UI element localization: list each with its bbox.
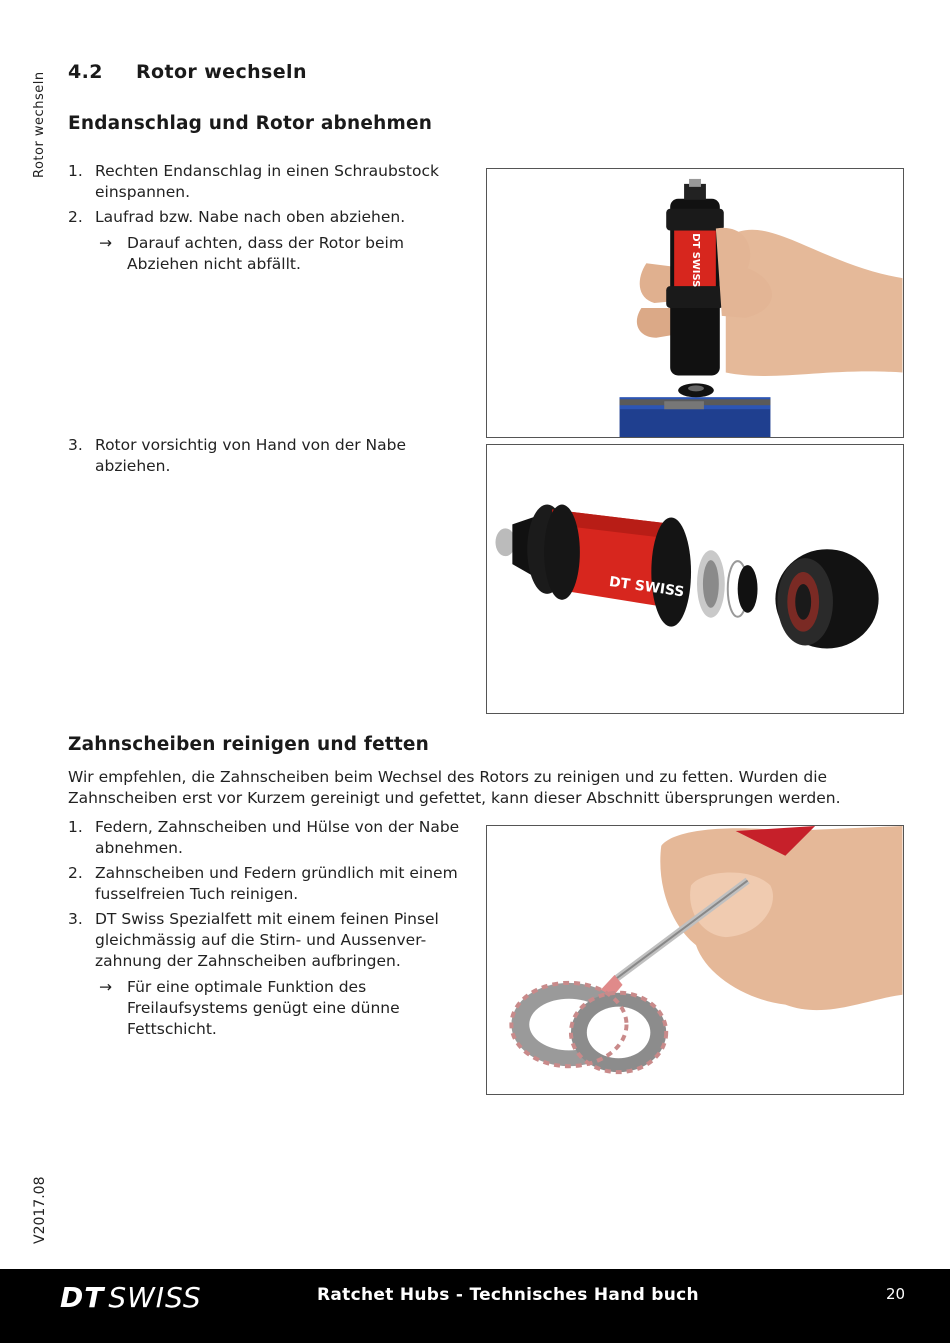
steps-remove-list (68, 161, 476, 279)
step-item (68, 817, 468, 859)
step-number: 2. (68, 864, 83, 882)
step-item (68, 435, 448, 477)
step-number: 1. (68, 162, 83, 180)
arrow-right-icon: → (99, 978, 112, 996)
steps-remove-list-2 (68, 435, 448, 481)
photo-hub-vise (486, 168, 904, 438)
heading-remove-rotor: Endanschlag und Rotor abnehmen (68, 113, 433, 134)
dt-swiss-logo (60, 1281, 202, 1314)
step-text: Rotor vorsichtig von Hand von der Nabe abziehen. (95, 436, 407, 475)
footer-title: Ratchet Hubs - Technisches Hand buch (317, 1285, 699, 1305)
logo-dt: DT (60, 1281, 105, 1314)
step-text: Zahnscheiben und Federn gründlich mit einem fusselfreien Tuch reinigen. (95, 864, 458, 903)
section-title (68, 61, 307, 83)
step-item (68, 863, 468, 905)
version-label: V2017.08 (32, 1176, 48, 1244)
intro-paragraph: Wir empfehlen, die Zahnscheiben beim Wechsel des Rotors zu reinigen und zu fetten. Wurden die Zahnscheiben erst vor Kurzem gereinigt und gefettet, kann dieser Abschnitt übersprungen werden. (68, 768, 841, 807)
step-number: 3. (68, 910, 83, 928)
step-text: Rechten Endanschlag in einen Schraubstock einspannen. (95, 162, 439, 201)
photo-ratchet-grease (486, 825, 904, 1095)
note-text: Darauf achten, dass der Rotor beim Abziehen nicht abfällt. (127, 234, 404, 273)
step-item (68, 909, 468, 1040)
step-number: 1. (68, 818, 83, 836)
ratchet-grease-illustration (487, 826, 903, 1094)
section-title-text: Rotor wechseln (136, 61, 307, 83)
hub-print-label: DT SWISS (690, 233, 702, 288)
arrow-right-icon: → (99, 234, 112, 252)
page-number: 20 (886, 1285, 906, 1303)
heading-clean-ratchets: Zahnscheiben reinigen und fetten (68, 734, 430, 755)
hub-vise-illustration (487, 169, 903, 437)
step-number: 2. (68, 208, 83, 226)
step-note (95, 233, 476, 275)
logo-swiss: SWISS (108, 1281, 202, 1314)
side-chapter-label: Rotor wechseln (32, 71, 47, 178)
step-item (68, 161, 476, 203)
step-text: Laufrad bzw. Nabe nach oben abziehen. (95, 208, 406, 226)
step-item (68, 207, 476, 275)
hub-print-swiss: SWISS (633, 577, 686, 601)
step-number: 3. (68, 436, 83, 454)
hub-print-dt: DT (608, 574, 632, 593)
steps-clean-list (68, 817, 468, 1044)
photo-hub-rotor (486, 444, 904, 714)
step-text: DT Swiss Spezialfett mit einem feinen Pinsel gleichmässig auf die Stirn- und Aussenver-zahnung der Zahnscheiben aufbringen. (95, 910, 439, 970)
page-footer (0, 1269, 950, 1343)
step-note (95, 977, 468, 1040)
note-text: Für eine optimale Funktion des Freilaufsystems genügt eine dünne Fettschicht. (127, 978, 400, 1038)
hub-rotor-illustration (487, 445, 903, 713)
step-text: Federn, Zahnscheiben und Hülse von der Nabe abnehmen. (95, 818, 460, 857)
section-number: 4.2 (68, 61, 103, 83)
